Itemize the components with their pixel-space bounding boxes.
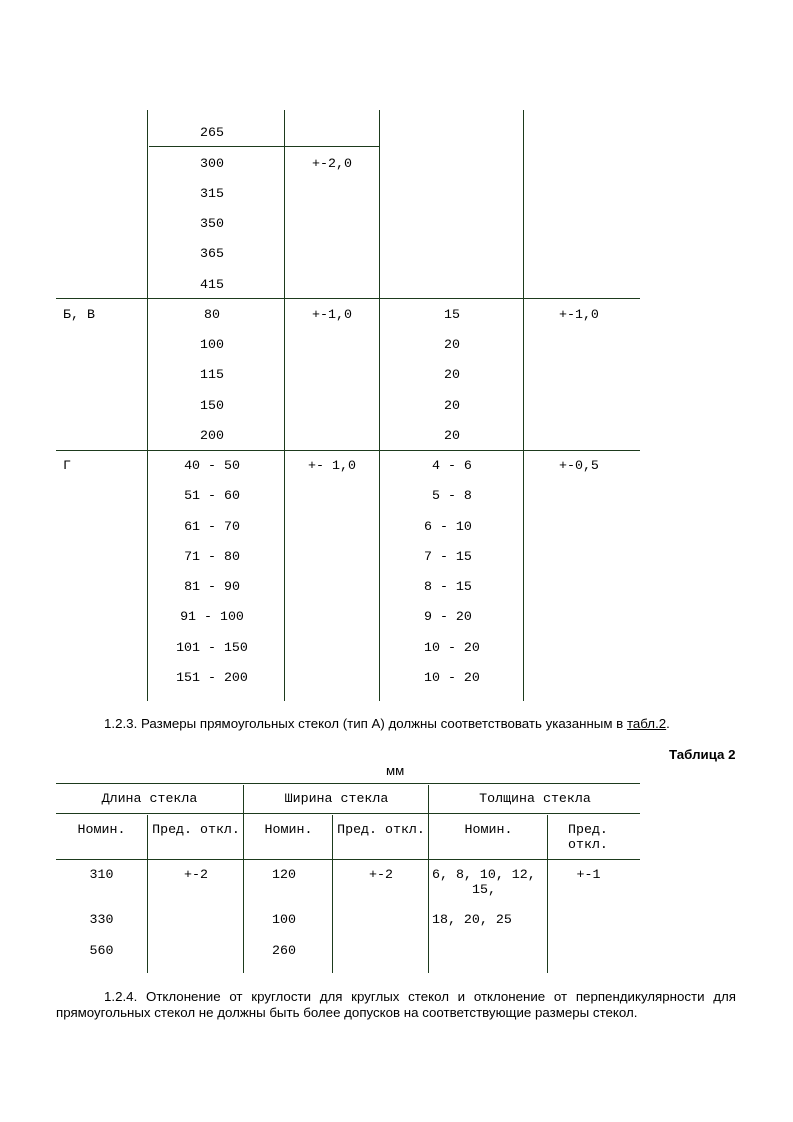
subheader-nominal: Номин. bbox=[264, 822, 313, 837]
subheader-nominal: Номин. bbox=[77, 822, 126, 837]
table-2-cell: 560 bbox=[89, 943, 114, 958]
table-1-cell: 151 - 200 bbox=[176, 670, 248, 685]
table-1-rule-v3 bbox=[379, 110, 380, 701]
paragraph-1-2-4 bbox=[56, 989, 736, 1021]
table-1-cell: +-0,5 bbox=[559, 458, 599, 473]
table-1-cell: +-1,0 bbox=[312, 307, 352, 322]
table-1-rule-v2 bbox=[284, 110, 285, 701]
table-2-caption: Таблица 2 bbox=[669, 747, 736, 762]
table-2-cell: 100 bbox=[272, 912, 296, 927]
table-1-cell: 81 - 90 bbox=[184, 579, 240, 594]
table-1-cell: 61 - 70 bbox=[184, 519, 240, 534]
table-2-rule-v bbox=[147, 815, 148, 973]
table-1-cell: 40 - 50 bbox=[184, 458, 240, 473]
table-2-rule-subheader bbox=[56, 859, 640, 860]
table-1-rule-v4 bbox=[523, 110, 524, 701]
table-2-cell: 120 bbox=[272, 867, 296, 882]
subheader-nominal: Номин. bbox=[464, 822, 513, 837]
table-1-cell: 15 bbox=[444, 307, 460, 322]
table-1-cell: 101 - 150 bbox=[176, 640, 248, 655]
table-1-rule-h2 bbox=[56, 298, 640, 299]
table-1-cell: +-1,0 bbox=[559, 307, 599, 322]
table-1-cell: 20 bbox=[444, 337, 460, 352]
table-2-cell: 260 bbox=[272, 943, 296, 958]
table-2-cell: +-1 bbox=[576, 867, 601, 882]
table-1-rule-h3 bbox=[56, 450, 640, 451]
table-2-cell: 6, 8, 10, 12, bbox=[432, 867, 536, 882]
table-2-rule-v bbox=[547, 815, 548, 973]
table-1-cell: 415 bbox=[200, 277, 224, 292]
table-1-cell: 150 bbox=[200, 398, 224, 413]
paragraph-1-2-3-text: 1.2.3. Размеры прямоугольных стекол (тип А) должны соответствовать указанным в bbox=[104, 716, 627, 731]
table-2-cell: +-2 bbox=[369, 867, 393, 882]
table-1-cell: 10 - 20 bbox=[424, 670, 480, 685]
table-2-unit: мм bbox=[386, 763, 405, 778]
subheader-deviation: откл. bbox=[568, 837, 608, 852]
table-1-cell: 4 - 6 bbox=[432, 458, 472, 473]
header-width: Ширина стекла bbox=[284, 791, 389, 806]
table-2-cell: 310 bbox=[89, 867, 114, 882]
table-1-cell: +- 1,0 bbox=[308, 458, 356, 473]
table-2-rule-top bbox=[56, 783, 640, 784]
table-1-cell: 6 - 10 bbox=[424, 519, 472, 534]
paragraph-1-2-3-end: . bbox=[666, 716, 670, 731]
table-1-cell: 200 bbox=[200, 428, 224, 443]
table-1-rule-h1 bbox=[149, 146, 380, 147]
table-2-rule-v bbox=[243, 785, 244, 973]
table-1-cell: 20 bbox=[444, 367, 460, 382]
table-1-cell: 115 bbox=[200, 367, 224, 382]
table-2-link[interactable]: табл.2 bbox=[626, 716, 667, 731]
table-1-cell: 8 - 15 bbox=[424, 579, 472, 594]
header-length: Длина стекла bbox=[101, 791, 198, 806]
table-1-cell: 51 - 60 bbox=[184, 488, 240, 503]
table-1-cell: Б, В bbox=[63, 307, 95, 322]
table-1-cell: 20 bbox=[444, 428, 460, 443]
table-1-cell: 300 bbox=[200, 156, 224, 171]
table-2-rule-v bbox=[332, 815, 333, 973]
table-1-rule-v1 bbox=[147, 110, 148, 701]
table-1-cell: 100 bbox=[200, 337, 224, 352]
table-1-cell: 10 - 20 bbox=[424, 640, 480, 655]
paragraph-1-2-4-line1: 1.2.4. Отклонение от круглости для круглых стекол и отклонение от перпендикулярности для bbox=[104, 989, 736, 1004]
table-2-cell: 15, bbox=[472, 882, 496, 897]
table-1-cell: 315 bbox=[200, 186, 224, 201]
table-1-cell: +-2,0 bbox=[312, 156, 352, 171]
paragraph-1-2-3 bbox=[104, 716, 744, 732]
table-1-cell: 265 bbox=[200, 125, 224, 140]
paragraph-1-2-4-line2: прямоугольных стекол не должны быть более допусков на соответствующие размеры стекол. bbox=[56, 1005, 638, 1020]
table-2-cell: +-2 bbox=[184, 867, 208, 882]
table-1-cell: 5 - 8 bbox=[432, 488, 472, 503]
table-1-cell: 20 bbox=[444, 398, 460, 413]
table-2-cell: 18, 20, 25 bbox=[432, 912, 512, 927]
table-2-rule-v bbox=[428, 785, 429, 973]
table-1-cell: 91 - 100 bbox=[180, 609, 244, 624]
table-1-cell: 80 bbox=[204, 307, 220, 322]
header-thickness: Толщина стекла bbox=[479, 791, 591, 806]
table-2-cell: 330 bbox=[89, 912, 114, 927]
table-1-cell: 350 bbox=[200, 216, 224, 231]
table-1-cell: Г bbox=[63, 458, 71, 473]
subheader-deviation: Пред. откл. bbox=[337, 822, 425, 837]
table-1-cell: 365 bbox=[200, 246, 224, 261]
table-1-cell: 7 - 15 bbox=[424, 549, 472, 564]
table-2-rule-header bbox=[56, 813, 640, 814]
table-1-cell: 9 - 20 bbox=[424, 609, 472, 624]
subheader-deviation: Пред. откл. bbox=[152, 822, 240, 837]
subheader-deviation: Пред. bbox=[568, 822, 608, 837]
table-1-cell: 71 - 80 bbox=[184, 549, 240, 564]
